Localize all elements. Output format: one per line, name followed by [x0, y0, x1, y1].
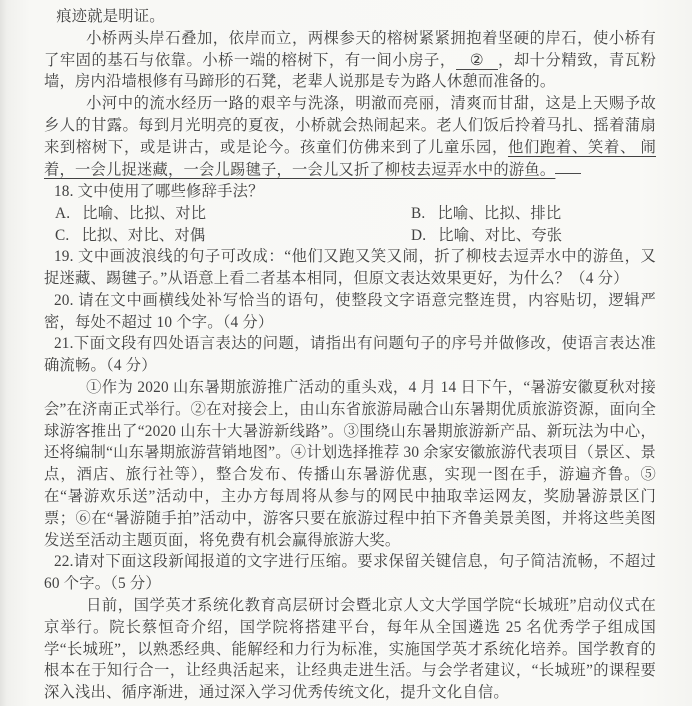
question-21-passage: ①作为 2020 山东暑期旅游推广活动的重头戏，4 月 14 日下午，“暑游安徽夏秋对接会”在济南正式举行。②在对接会上，由山东省旅游局融合山东暑期优质旅游资源，面向全球游客推出了“2020 山东十大暑游新线路”。③围绕山东暑期旅游新产品、新玩法为中心，还将编制“山东暑期旅游营销地图”。④计划选择推荐 30 余家安徽旅游代表项目（景区、景点，酒店、旅行社等），整合发布、传播山东暑游优惠，实现一图在手，游遍齐鲁。⑤在“暑游欢乐送”活动中，主办方每周将从参与的网民中抽取幸运网友，奖励暑游景区门票；⑥在“暑游随手拍”活动中，游客只要在旅游过程中拍下齐鲁美景美图，并将这些美图发送至活动主题页面，将免费有机会赢得旅游大奖。	[44, 379, 656, 549]
fill-in-blank-2	[456, 53, 498, 70]
option-a-label: A.	[55, 204, 71, 222]
option-d	[411, 225, 656, 247]
option-a	[55, 203, 411, 225]
option-c-text: 比拟、对比、对偶	[81, 226, 206, 244]
option-b	[411, 203, 656, 225]
question-22	[44, 551, 656, 704]
passage-bridge-text-before: 小桥两头岸石叠加，依岸而立，两棵参天的榕树紧紧拥抱着坚硬的岸石，使小桥有了牢固的基石与依靠。小桥一端的榕树下，有一间小房子，	[44, 29, 656, 69]
option-b-label: B.	[411, 204, 426, 222]
underlined-sentence: 他们跑着、笑着、 闹着，一会儿捉迷藏，一会儿踢毽子，一会儿又折了柳枝去逗弄水中的游鱼。	[44, 138, 656, 179]
passage-river-text: 小河中的流水经历一路的艰辛与洗涤，明澈而亮丽，清爽而甘甜，这是上天赐予故乡人的甘露。每到月光明亮的夏夜，小桥就会热闹起来。老人们饭后拎着马扎、摇着蒲扇来到榕树下，或是讲古，或是论今。孩童们仿佛来到了儿童乐园，	[44, 95, 656, 156]
passage-lead-line: 痕迹就是明证。	[56, 8, 165, 25]
underline-tail-rule	[555, 159, 581, 175]
option-d-text: 比喻、对比、夸张	[438, 226, 563, 244]
question-21	[44, 333, 656, 551]
option-d-label: D.	[411, 226, 427, 244]
question-22-passage: 日前，国学英才系统化教育高层研讨会暨北京人文大学国学院“长城班”启动仪式在京举行。院长蔡恒奇介绍，国学院将搭建平台，每年从全国遴选 25 名优秀学子组成国学“长城班”，以熟悉经典、能解经和力行为标准，实施国学英才系统化培养。国学教育的根本在于知行合一，让经典活起来，让经典走进生活。与会学者建议，“长城班”的课程要深入浅出、循序渐进，通过深入学习优秀传统文化，提升文化自信。	[44, 597, 656, 702]
question-22-stem: 22.请对下面这段新闻报道的文字进行压缩。要求保留关键信息，句子简洁流畅，不超过 60 个字。（5 分）	[44, 553, 656, 593]
blank-2-number: ②	[469, 51, 484, 69]
passage-paragraph-river	[44, 93, 656, 181]
question-18-stem: 18. 文中使用了哪些修辞手法？	[53, 182, 264, 200]
passage-bridge-text-after: ，却十分精致，青瓦粉墙，房内沿墙根修有马蹄形的石凳，老辈人说那是专为路人休憩而准备的。	[44, 51, 656, 91]
passage-paragraph-bridge	[44, 28, 656, 93]
option-c-label: C.	[55, 226, 70, 244]
question-21-stem: 21.下面文段有四处语言表达的问题，请指出有问题句子的序号并做修改，使语言表达准确流畅。（4 分）	[44, 335, 656, 375]
option-c	[55, 225, 411, 247]
question-18-options	[44, 203, 656, 247]
question-19-stem: 19. 文中画波浪线的句子可改成：“他们又跑又笑又闹，折了柳枝去逗弄水中的游鱼，又捉迷藏、踢毽子。”从语意上看二者基本相同，但原文表达效果更好，为什么？（4 分）	[44, 248, 656, 288]
question-20-stem: 20. 请在文中画横线处补写恰当的语句，使整段文字语意完整连贯，内容贴切，逻辑严密，每处不超过 10 个字。（4 分）	[44, 291, 656, 331]
question-18	[44, 181, 656, 246]
option-a-text: 比喻、比拟、对比	[82, 204, 207, 222]
option-b-text: 比喻、比拟、排比	[437, 204, 562, 222]
